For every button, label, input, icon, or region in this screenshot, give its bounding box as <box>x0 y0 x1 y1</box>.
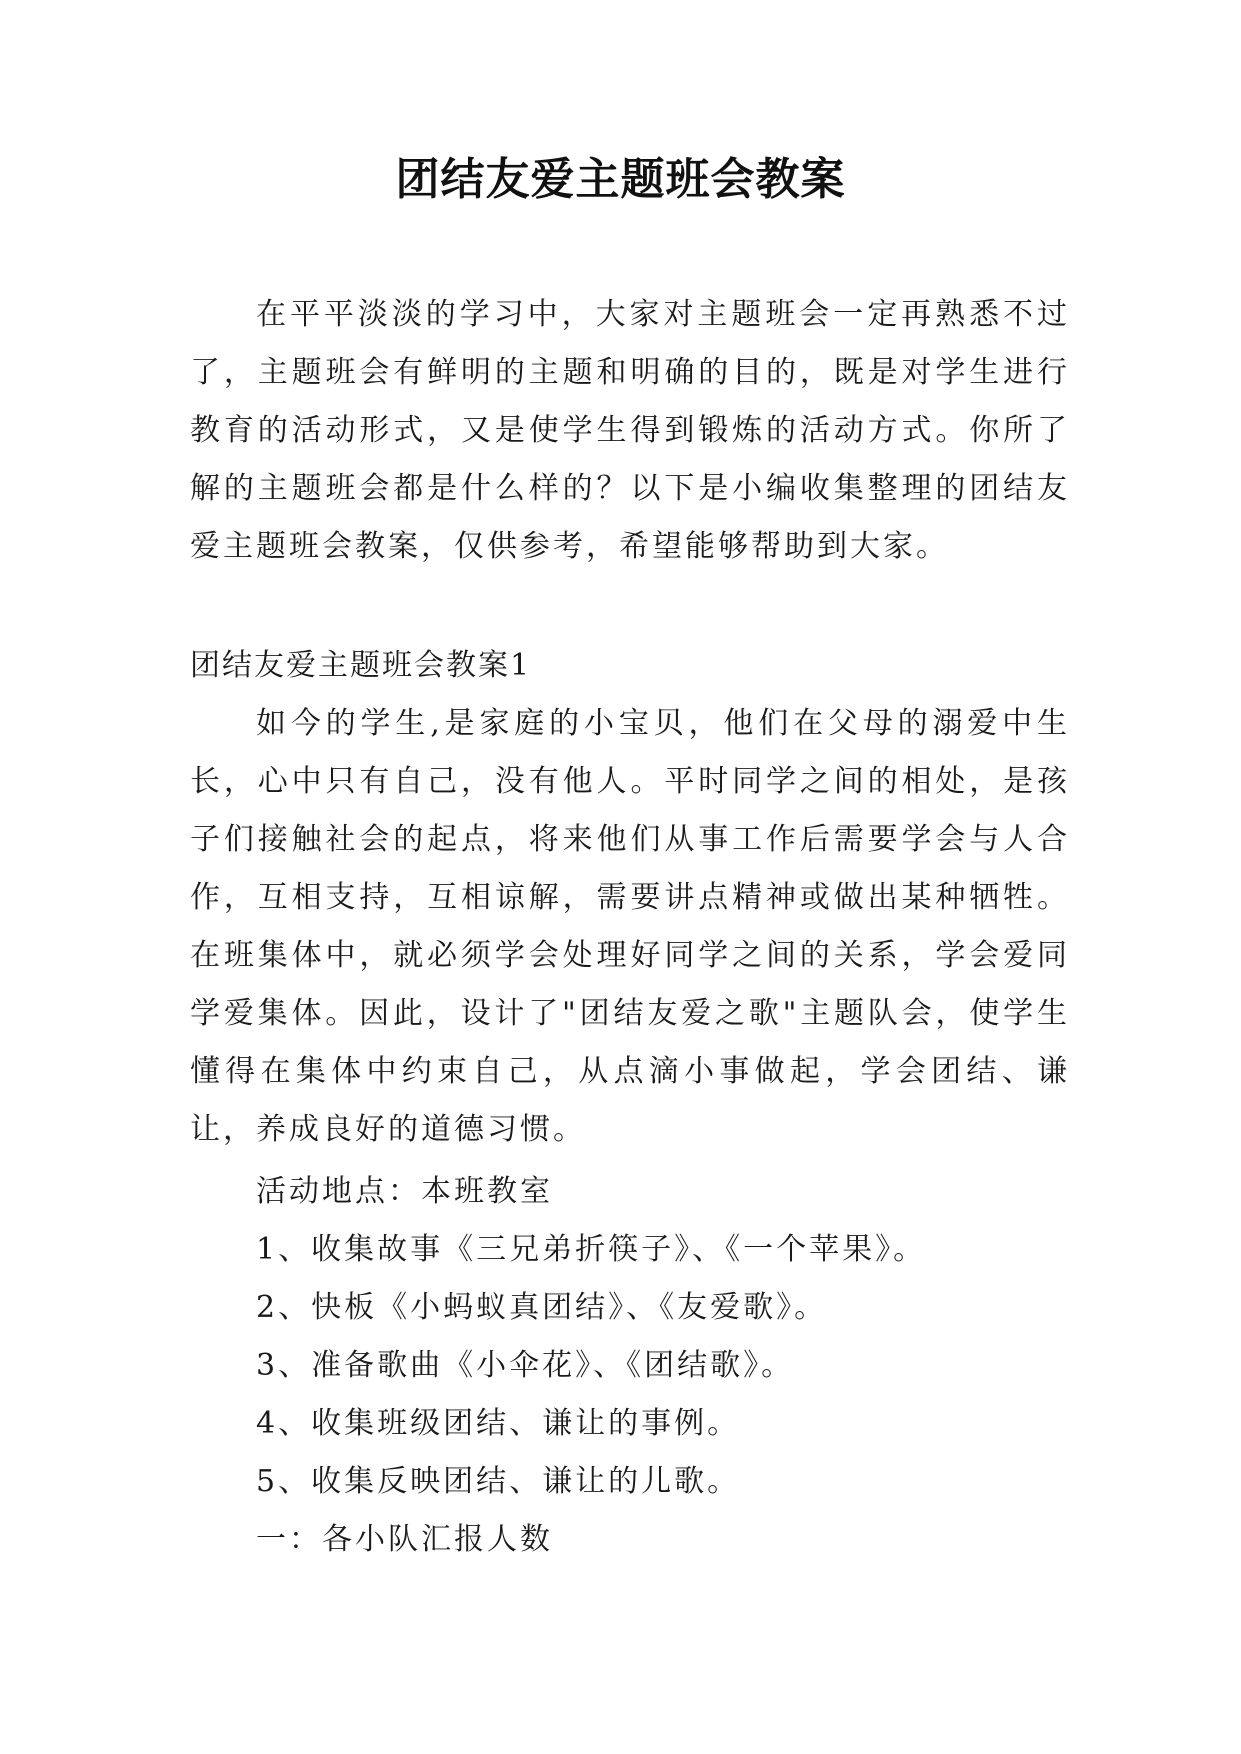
step-heading: 一：各小队汇报人数 <box>256 1522 553 1557</box>
section-heading: 团结友爱主题班会教案1 <box>190 648 532 683</box>
document-title: 团结友爱主题班会教案 <box>395 154 846 205</box>
activity-location-line: 活动地点：本班教室 <box>256 1174 553 1209</box>
list-item: 2、快板《小蚂蚁真团结》、《友爱歌》。 <box>256 1290 828 1325</box>
activity-list <box>256 1163 1076 1569</box>
list-item: 3、准备歌曲《小伞花》、《团结歌》。 <box>256 1348 795 1383</box>
intro-paragraph: 在平平淡淡的学习中，大家对主题班会一定再熟悉不过了，主题班会有鲜明的主题和明确的目的，既是对学生进行教育的活动形式，又是使学生得到锻炼的活动方式。你所了解的主题班会都是什么样的？以下是小编收集整理的团结友爱主题班会教案，仅供参考，希望能够帮助到大家。 <box>190 297 1070 564</box>
section-paragraph: 如今的学生,是家庭的小宝贝，他们在父母的溺爱中生长，心中只有自己，没有他人。平时同学之间的相处，是孩子们接触社会的起点，将来他们从事工作后需要学会与人合作，互相支持，互相谅解，需要讲点精神或做出某种牺牲。在班集体中，就必须学会处理好同学之间的关系，学会爱同学爱集体。因此，设计了"团结友爱之歌"主题队会，使学生懂得在集体中约束自己，从点滴小事做起，学会团结、谦让，养成良好的道德习惯。 <box>190 706 1070 1147</box>
list-item: 1、收集故事《三兄弟折筷子》、《一个苹果》。 <box>256 1232 927 1267</box>
list-item: 5、收集反映团结、谦让的儿歌。 <box>256 1464 741 1499</box>
list-item: 4、收集班级团结、谦让的事例。 <box>256 1406 741 1441</box>
